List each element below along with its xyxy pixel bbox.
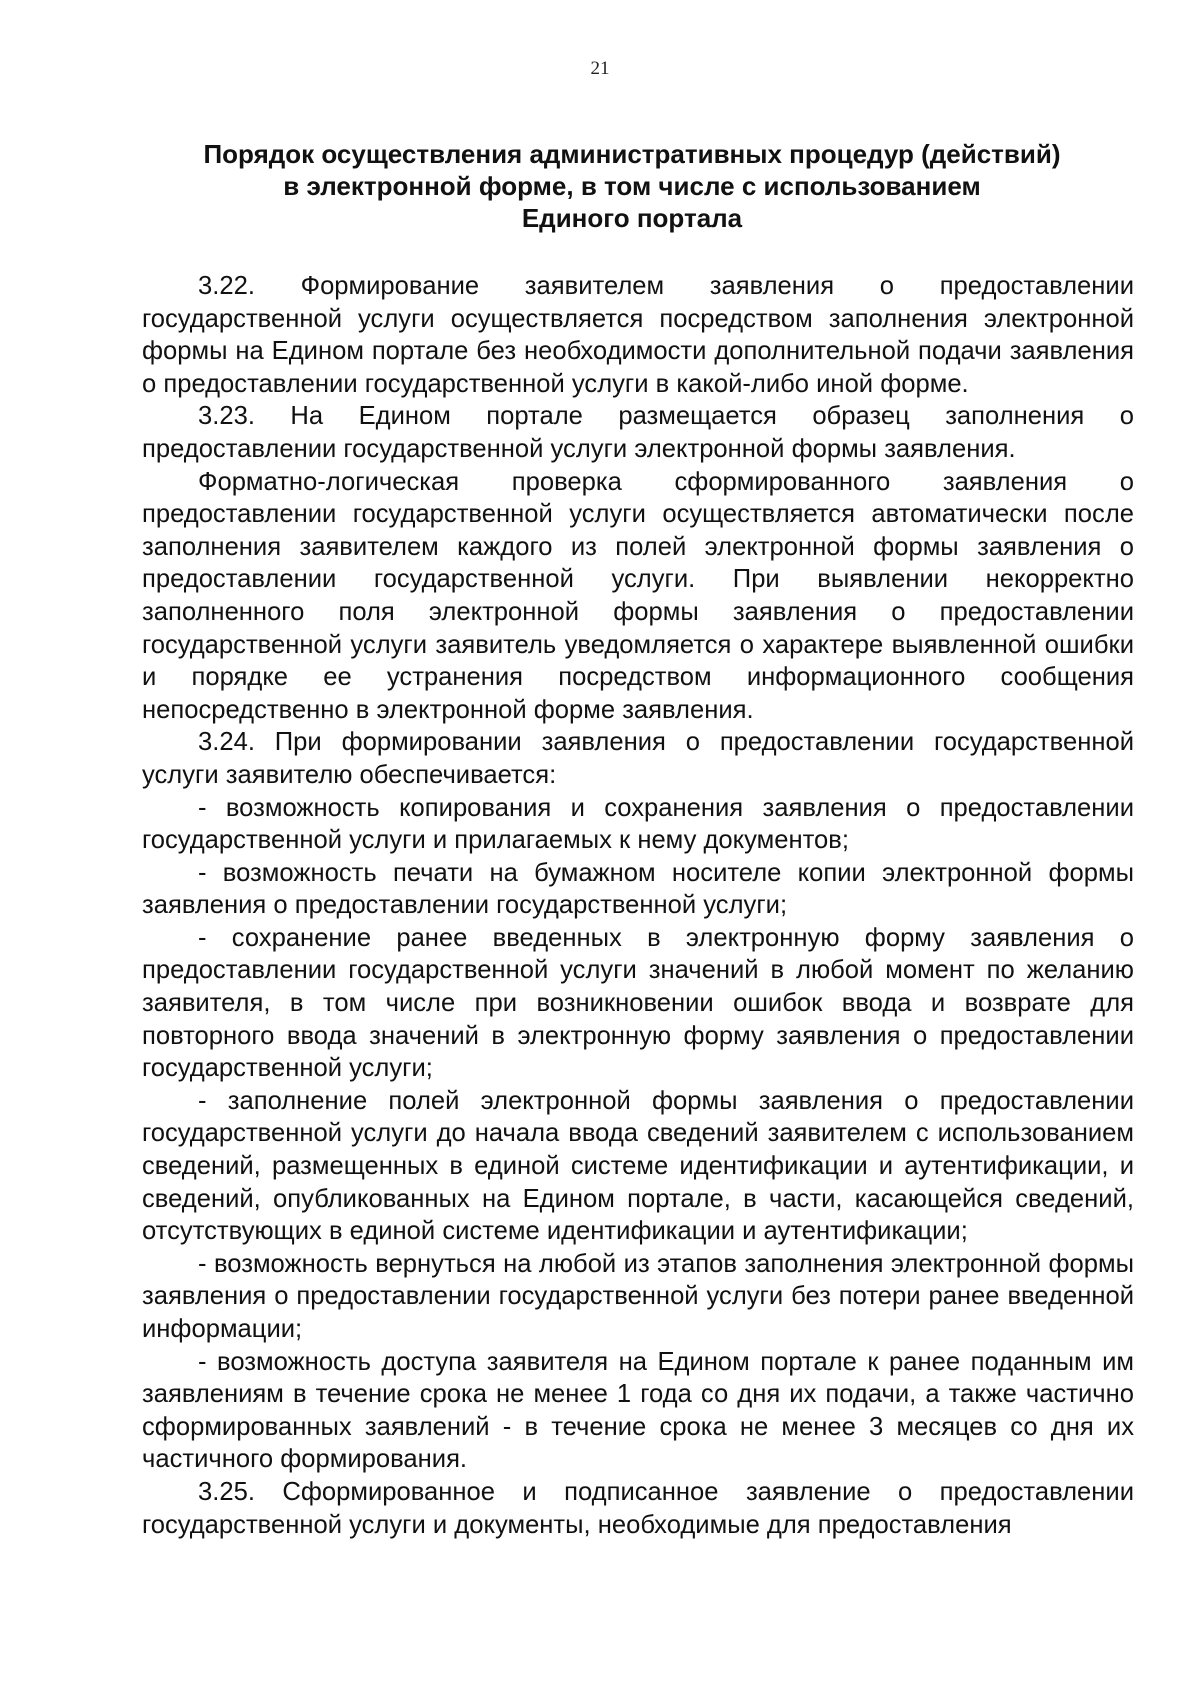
list-item-copy-save: - возможность копирования и сохранения заявления о предоставлении государственной услуги и прилагаемых к нему документов; <box>142 793 1134 855</box>
list-item-return-to-step: - возможность вернуться на любой из этапов заполнения электронной формы заявления о предоставлении государственной услуги без потери ранее введенной информации; <box>142 1249 1134 1343</box>
paragraph-3-24: 3.24. При формировании заявления о предоставлении государственной услуги заявителю обеспечивается: <box>142 728 1134 789</box>
heading-line-3: Единого портала <box>521 203 743 233</box>
paragraph-3-22: 3.22. Формирование заявителем заявления о предоставлении государственной услуги осуществляется посредством заполнения электронной формы на Едином портале без необходимости дополнительной подачи заявления о предоставлении государственной услуги в какой-либо иной форме. <box>142 272 1134 398</box>
list-item-print: - возможность печати на бумажном носителе копии электронной формы заявления о предоставлении государственной услуги; <box>142 858 1134 920</box>
paragraph-format-check: Форматно-логическая проверка сформированного заявления о предоставлении государственной услуги осуществляется автоматически после заполнения заявителем каждого из полей электронной формы заявления о предоставлении государственной услуги. При выявлении некорректно заполненного поля электронной формы заявления о предоставлении государственной услуги заявитель уведомляется о характере выявленной ошибки и порядке ее устранения посредством информационного сообщения непосредственно в электронной форме заявления. <box>142 467 1134 724</box>
list-item-autofill: - заполнение полей электронной формы заявления о предоставлении государственной услуги до начала ввода сведений заявителем с использованием сведений, размещенных в единой системе идентификации и аутентификации, и сведений, опубликованных на Едином портале, в части, касающейся сведений, отсутствующих в единой системе идентификации и аутентификации; <box>142 1086 1134 1246</box>
section-heading <box>140 138 1124 234</box>
document-body <box>142 270 1134 1541</box>
paragraph-3-23: 3.23. На Едином портале размещается образец заполнения о предоставлении государственной услуги электронной формы заявления. <box>142 402 1134 463</box>
list-item-access-history: - возможность доступа заявителя на Едином портале к ранее поданным им заявлениям в течение срока не менее 1 года со дня их подачи, а также частично сформированных заявлений - в течение срока не менее 3 месяцев со дня их частичного формирования. <box>142 1347 1134 1474</box>
page-number: 21 <box>590 58 610 79</box>
paragraph-3-25: 3.25. Сформированное и подписанное заявление о предоставлении государственной услуги и документы, необходимые для предоставления <box>142 1477 1134 1539</box>
heading-line-2: в электронной форме, в том числе с использованием <box>283 171 981 201</box>
list-item-preserve-values: - сохранение ранее введенных в электронную форму заявления о предоставлении государственной услуги значений в любой момент по желанию заявителя, в том числе при возникновении ошибок ввода и возврате для повторного ввода значений в электронную форму заявления о предоставлении государственной услуги; <box>142 923 1134 1083</box>
heading-line-1: Порядок осуществления административных процедур (действий) <box>203 139 1061 169</box>
